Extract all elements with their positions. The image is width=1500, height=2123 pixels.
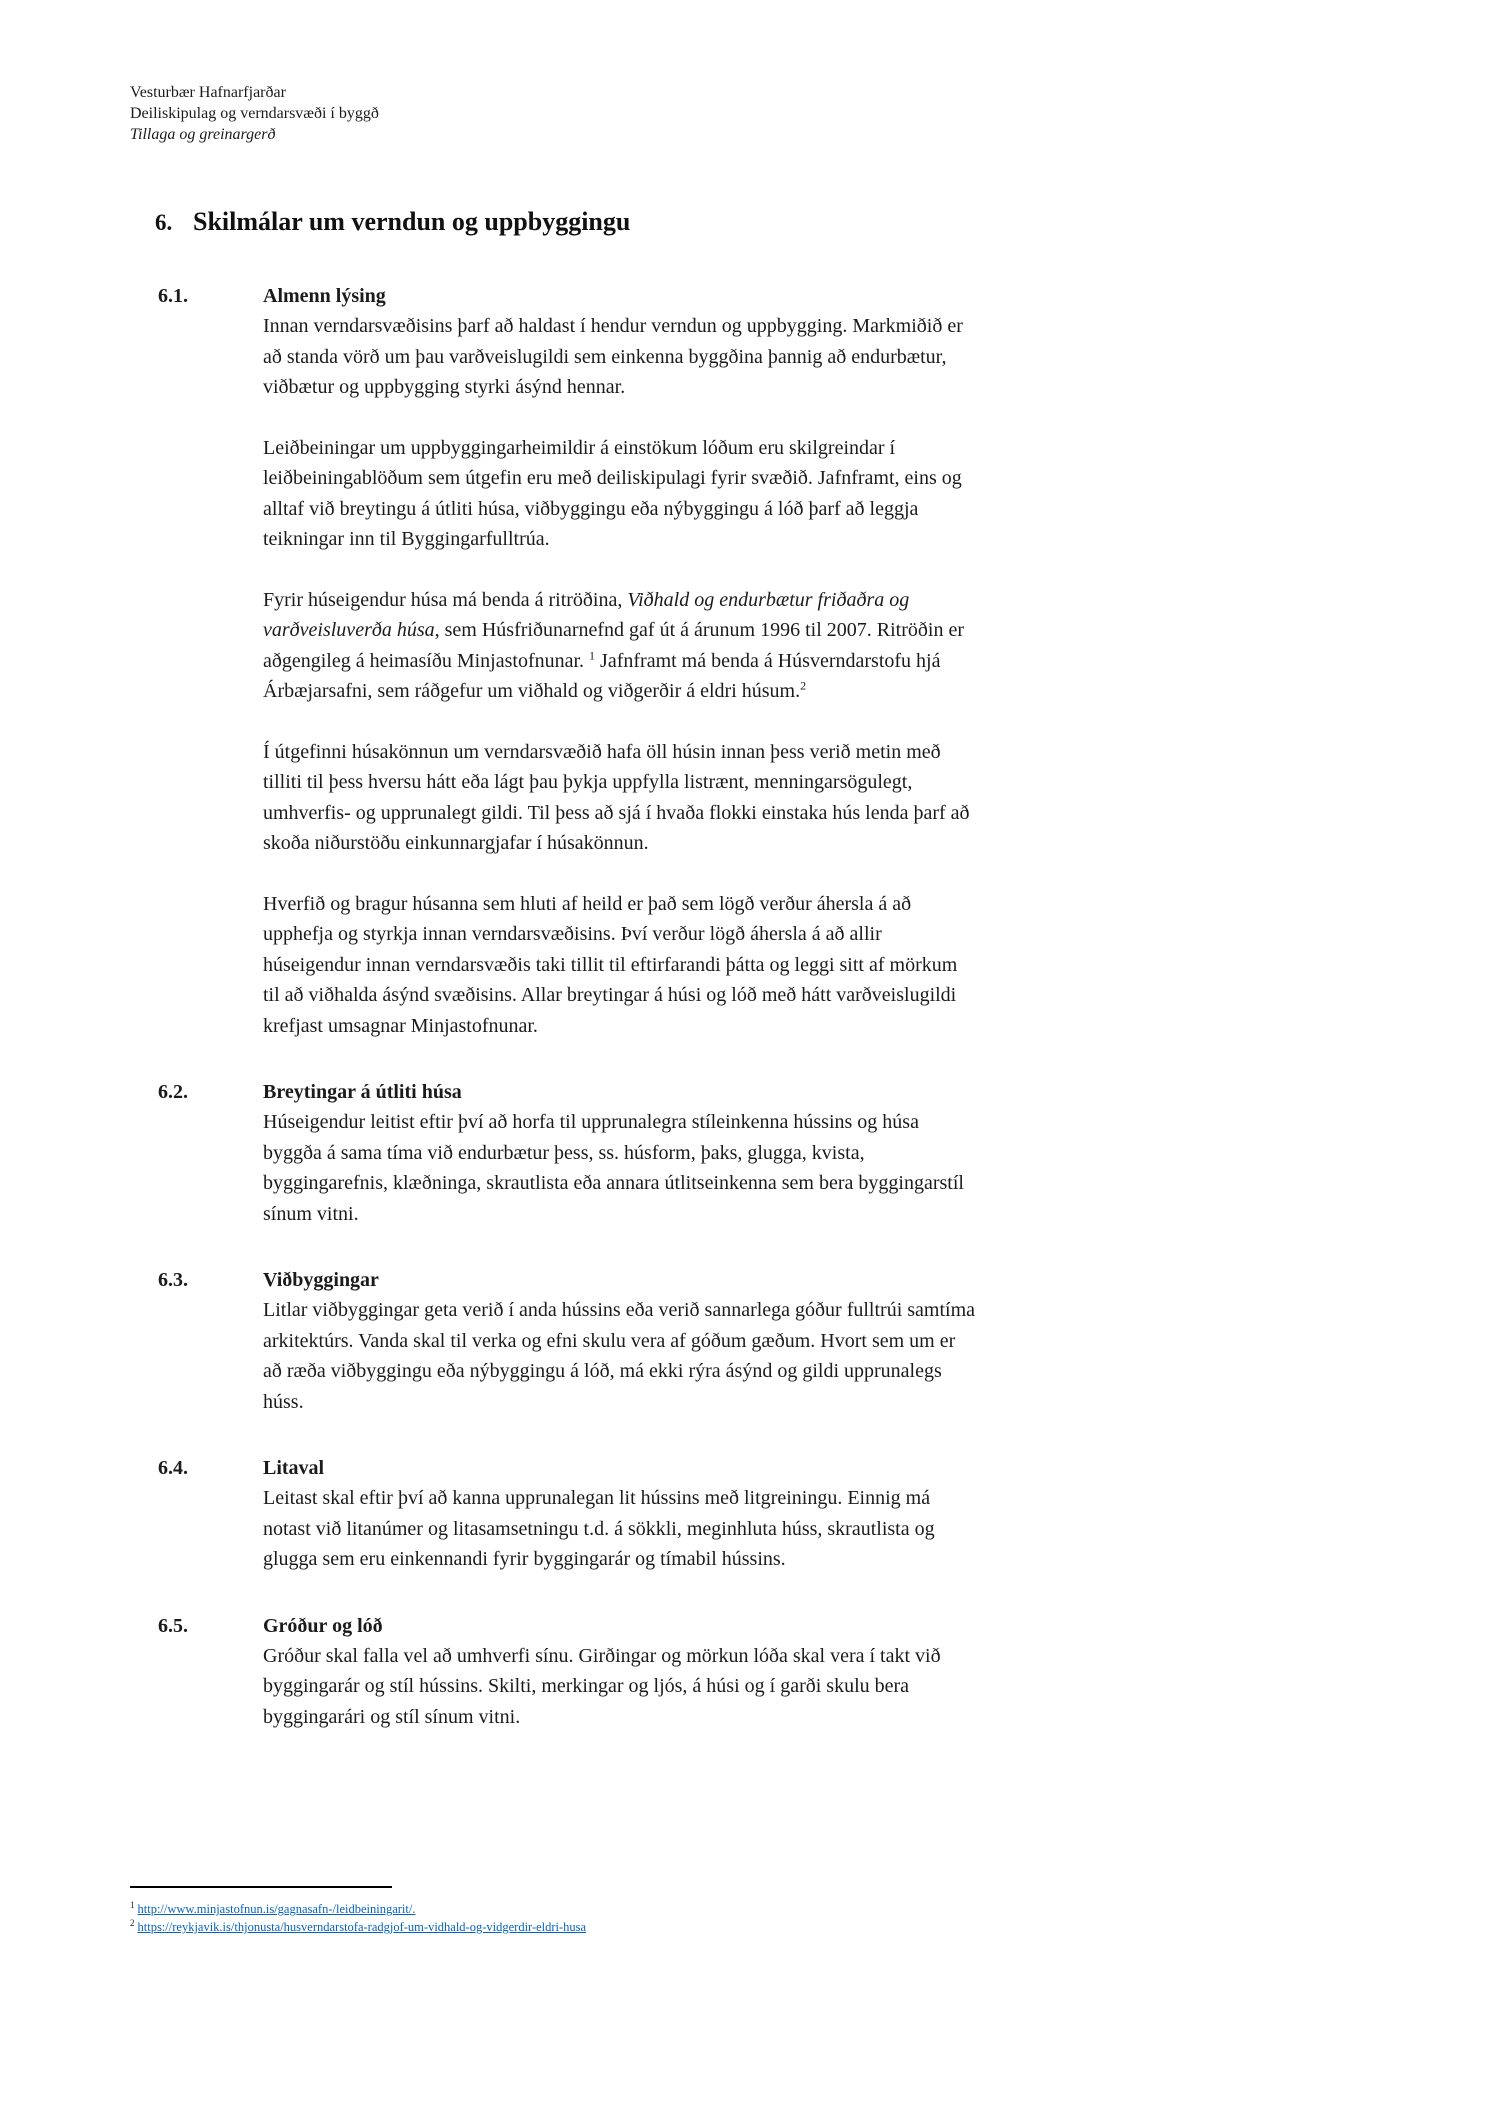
section-number: 6.1. <box>158 285 188 307</box>
paragraph: Gróður skal falla vel að umhverfi sínu. Girðingar og mörkun lóða skal vera í takt við byggingarár og stíl hússins. Skilti, merkingar og ljós, á húsi og í garði skulu bera byggingarári og stíl sínum vitni. <box>263 1644 941 1728</box>
section-6-3 <box>158 1265 1500 1417</box>
footnote-separator <box>130 1886 392 1888</box>
footnote-marker: 2 <box>130 1917 135 1928</box>
section-heading: Viðbyggingar <box>263 1269 379 1291</box>
paragraph: Í útgefinni húsakönnun um verndarsvæðið hafa öll húsin innan þess verið metin með tilliti til þess hversu hátt eða lágt þau þykja uppfylla listrænt, menningarsögulegt, umhverfis- og upprunalegt gildi. Til þess að sjá í hvaða flokki einstaka hús lenda þarf að skoða niðurstöðu einkunnargjafar í húsakönnun. <box>263 740 970 854</box>
footnote-2 <box>130 1918 930 1936</box>
section-heading: Gróður og lóð <box>263 1614 383 1637</box>
section-heading: Breytingar á útliti húsa <box>263 1081 462 1103</box>
paragraph: Hverfið og bragur húsanna sem hluti af heild er það sem lögð verður áhersla á að upphefja og styrkja innan verndarsvæðisins. Því verður lögð áhersla á að allir húseigendur innan verndarsvæðis taki tillit til eftirfarandi þátta og leggi sitt af mörkum til að viðhalda ásýnd svæðisins. Allar breytingar á húsi og lóð með hátt varðveislugildi krefjast umsagnar Minjastofnunar. <box>263 892 958 1037</box>
book-title: Viðhald og endurbætur friðaðra og varðveisluverða húsa <box>263 588 910 641</box>
footnote-1 <box>130 1900 930 1918</box>
footnote-link-minjastofnun[interactable]: http://www.minjastofnun.is/gagnasafn-/leidbeiningarit/. <box>137 1902 416 1916</box>
footnote-link-reykjavik[interactable]: https://reykjavik.is/thjonusta/husverndarstofa-radgjof-um-vidhald-og-vidgerdir-eldri-husa <box>137 1920 587 1934</box>
paragraph: Húseigendur leitist eftir því að horfa til upprunalegra stíleinkenna hússins og húsa byggða á sama tíma við endurbætur þess, ss. húsform, þaks, glugga, kvista, byggingarefnis, klæðninga, skrautlista eða annara útlitseinkenna sem bera byggingarstíl sínum vitni. <box>263 1111 964 1225</box>
paragraph-text: Jafnframt má benda á Húsverndarstofu hjá Árbæjarsafni, sem ráðgefur um viðhald og viðgerðir á eldri húsum. <box>263 649 941 702</box>
paragraph <box>263 585 978 707</box>
footnote-ref-2: 2 <box>800 678 807 693</box>
footnotes <box>130 1886 930 1936</box>
chapter-title-text: Skilmálar um verndun og uppbyggingu <box>193 207 631 236</box>
section-number: 6.2. <box>158 1081 188 1103</box>
section-number: 6.5. <box>158 1614 188 1637</box>
section-number: 6.3. <box>158 1269 188 1291</box>
paragraph: Leiðbeiningar um uppbyggingarheimildir á einstökum lóðum eru skilgreindar í leiðbeiningablöðum sem útgefin eru með deiliskipulagi fyrir svæðið. Jafnframt, eins og alltaf við breytingu á útliti húsa, viðbyggingu eða nýbyggingu á lóð þarf að leggja teikningar inn til Byggingarfulltrúa. <box>263 436 962 550</box>
footnote-ref-1: 1 <box>589 647 596 662</box>
paragraph-text: Fyrir húseigendur húsa má benda á ritröðina, <box>263 588 628 611</box>
running-header <box>130 82 1500 145</box>
section-heading: Almenn lýsing <box>263 285 386 307</box>
section-6-5 <box>158 1611 1500 1733</box>
section-heading: Litaval <box>263 1457 325 1479</box>
paragraph-text: , sem Húsfriðunarnefnd gaf út á árunum 1996 til 2007. Ritröðin er aðgengileg á heimasíðu Minjastofnunar. <box>263 619 964 672</box>
footnote-marker: 1 <box>130 1899 135 1910</box>
paragraph: Litlar viðbyggingar geta verið í anda hússins eða verið sannarlega góður fulltrúi samtíma arkitektúrs. Vanda skal til verka og efni skulu vera af góðum gæðum. Hvort sem um er að ræða viðbyggingu eða nýbyggingu á lóð, má ekki rýra ásýnd og gildi upprunalegs húss. <box>263 1299 976 1413</box>
section-number: 6.4. <box>158 1457 188 1479</box>
chapter-number: 6. <box>155 210 173 235</box>
chapter-title <box>155 207 1500 237</box>
header-subtitle: Deiliskipulag og verndarsvæði í byggð <box>130 105 379 122</box>
section-6-4 <box>158 1453 1500 1575</box>
header-project-name: Vesturbær Hafnarfjarðar <box>130 84 286 101</box>
section-6-2 <box>158 1077 1500 1229</box>
header-doc-type: Tillaga og greinargerð <box>130 126 276 143</box>
paragraph: Leitast skal eftir því að kanna upprunalegan lit hússins með litgreiningu. Einnig má notast við litanúmer og litasamsetningu t.d. á sökkli, meginhluta húss, skrautlista og glugga sem eru einkennandi fyrir byggingarár og tímabil hússins. <box>263 1487 935 1570</box>
section-6-1 <box>158 281 1500 1041</box>
paragraph: Innan verndarsvæðisins þarf að haldast í hendur verndun og uppbygging. Markmiðið er að standa vörð um þau varðveislugildi sem einkenna byggðina þannig að endurbætur, viðbætur og uppbygging styrki ásýnd hennar. <box>263 315 963 398</box>
